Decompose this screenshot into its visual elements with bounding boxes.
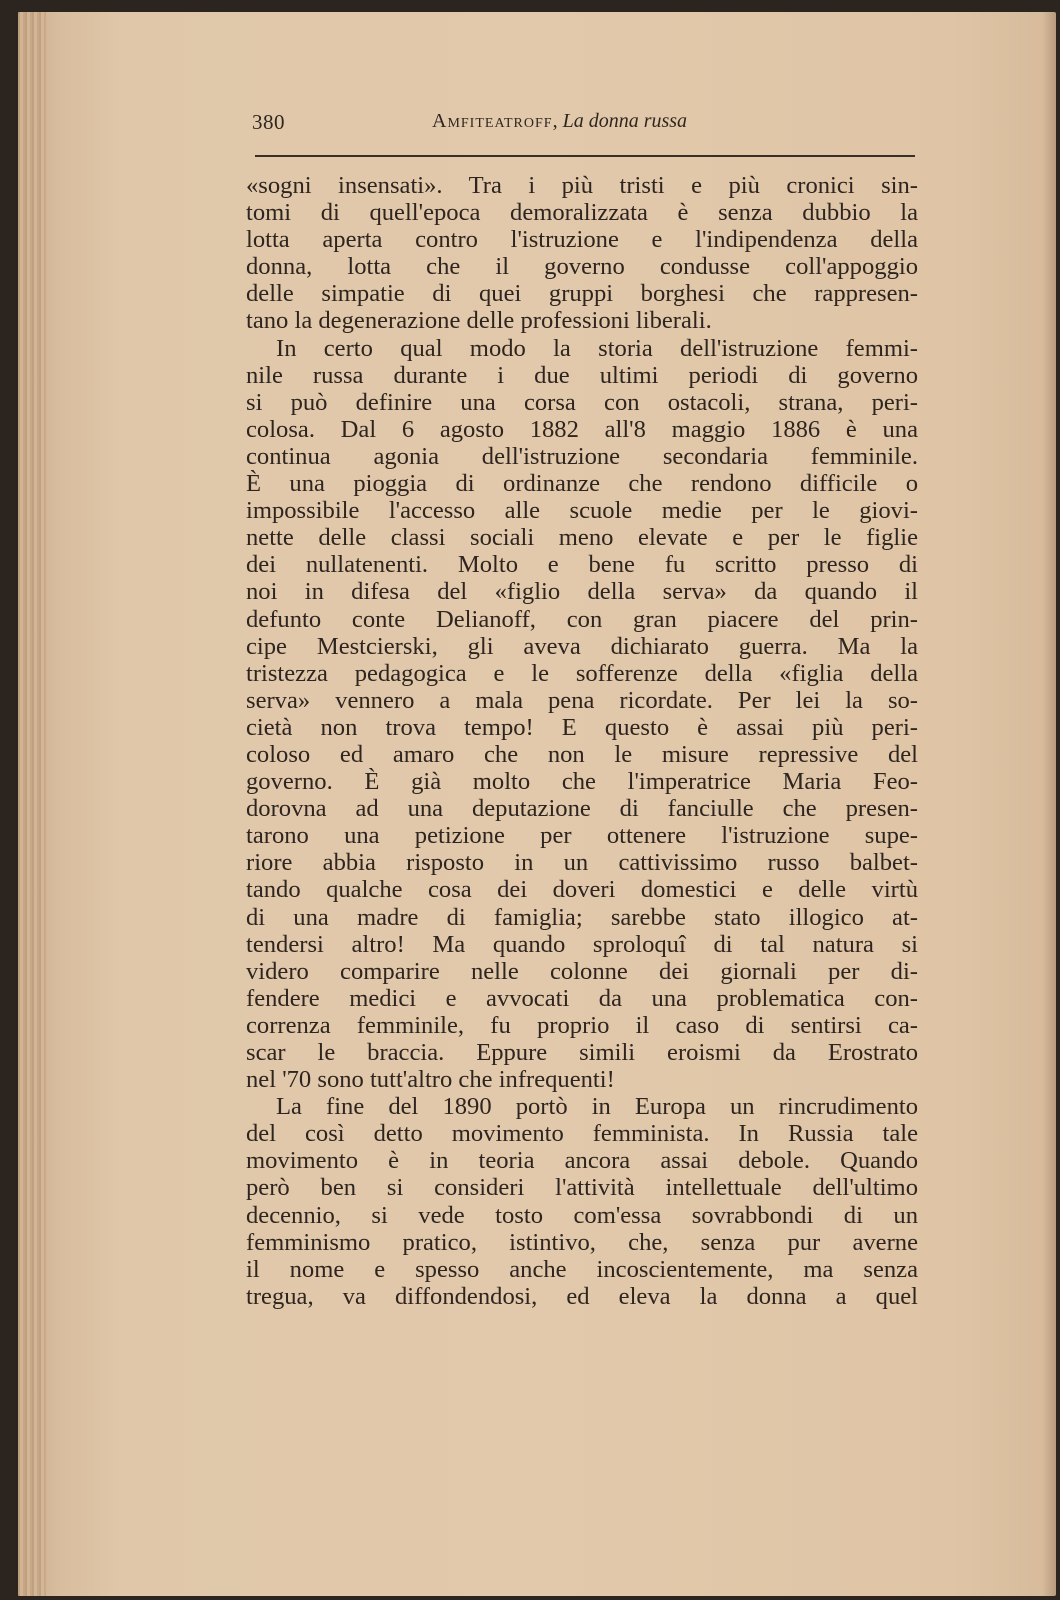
- text-line: tarono una petizione per ottenere l'istruzione supe-: [246, 822, 918, 850]
- text-line: defunto conte Delianoff, con gran piacere del prin-: [246, 605, 918, 633]
- text-line: colosa. Dal 6 agosto 1882 all'8 maggio 1886 è una: [246, 415, 918, 443]
- text-line: continua agonia dell'istruzione secondaria femminile.: [246, 442, 918, 470]
- text-line: però ben si consideri l'attività intellettuale dell'ultimo: [246, 1174, 918, 1202]
- text-line: È una pioggia di ordinanze che rendono difficile o: [246, 470, 918, 498]
- page-number: 380: [252, 110, 285, 134]
- body-text: [246, 172, 918, 1310]
- text-line: coloso ed amaro che non le misure repressive del: [246, 740, 918, 768]
- page-header: [252, 110, 932, 150]
- header-rule: [255, 155, 915, 157]
- text-line: riore abbia risposto in un cattivissimo russo balbet-: [246, 849, 918, 877]
- text-line: delle simpatie di quei gruppi borghesi che rappresen-: [246, 280, 918, 308]
- text-line: tristezza pedagogica e le sofferenze della «figlia della: [246, 659, 918, 687]
- text-line: donna, lotta che il governo condusse coll'appoggio: [246, 253, 918, 281]
- text-line: lotta aperta contro l'istruzione e l'indipendenza della: [246, 226, 918, 254]
- text-line: tando qualche cosa dei doveri domestici e delle virtù: [246, 876, 918, 904]
- text-line: femminismo pratico, istintivo, che, senza pur averne: [246, 1228, 918, 1256]
- text-line: governo. È già molto che l'imperatrice Maria Feo-: [246, 768, 918, 796]
- running-head-title: La donna russa: [562, 110, 688, 132]
- text-line: La fine del 1890 portò in Europa un rincrudimento: [276, 1093, 918, 1121]
- text-line: correnza femminile, fu proprio il caso di sentirsi ca-: [246, 1011, 918, 1039]
- text-line: di una madre di famiglia; sarebbe stato illogico at-: [246, 903, 918, 931]
- text-line: si può definire una corsa con ostacoli, strana, peri-: [246, 388, 918, 416]
- text-line: videro comparire nelle colonne dei giornali per di-: [246, 957, 918, 985]
- text-line: nel '70 sono tutt'altro che infrequenti!: [246, 1066, 615, 1094]
- text-line: il nome e spesso anche incoscientemente, ma senza: [246, 1255, 918, 1283]
- text-line: impossibile l'accesso alle scuole medie per le giovi-: [246, 497, 918, 525]
- text-line: dei nullatenenti. Molto e bene fu scritto presso di: [246, 551, 918, 579]
- text-line: tano la degenerazione delle professioni liberali.: [246, 307, 712, 335]
- text-line: serva» vennero a mala pena ricordate. Per lei la so-: [246, 686, 918, 714]
- text-line: dorovna ad una deputazione di fanciulle che presen-: [246, 795, 918, 823]
- text-line: scar le braccia. Eppure simili eroismi da Erostrato: [246, 1039, 918, 1066]
- text-line: cietà non trova tempo! E questo è assai più peri-: [246, 713, 918, 741]
- running-head-separator: ,: [552, 110, 563, 132]
- text-line: tregua, va diffondendosi, ed eleva la donna a quel: [246, 1282, 918, 1310]
- text-line: tendersi altro! Ma quando sproloquî di tal natura si: [246, 930, 918, 958]
- text-line: nile russa durante i due ultimi periodi di governo: [246, 361, 918, 389]
- text-line: In certo qual modo la storia dell'istruzione femmi-: [276, 334, 918, 362]
- text-line: tomi di quell'epoca demoralizzata è senza dubbio la: [246, 199, 918, 227]
- text-line: decennio, si vede tosto com'essa sovrabbondi di un: [246, 1201, 918, 1229]
- text-line: cipe Mestcierski, gli aveva dichiarato guerra. Ma la: [246, 632, 918, 660]
- text-line: movimento è in teoria ancora assai debole. Quando: [246, 1147, 918, 1175]
- text-line: nette delle classi sociali meno elevate e per le figlie: [246, 524, 918, 552]
- text-line: fendere medici e avvocati da una problematica con-: [246, 984, 918, 1012]
- text-line: noi in difesa del «figlio della serva» da quando il: [246, 578, 918, 606]
- text-line: «sogni insensati». Tra i più tristi e più cronici sin-: [246, 172, 918, 199]
- text-line: del così detto movimento femminista. In Russia tale: [246, 1120, 918, 1148]
- running-head-author: Amfiteatroff: [432, 110, 553, 132]
- running-head: [432, 110, 687, 133]
